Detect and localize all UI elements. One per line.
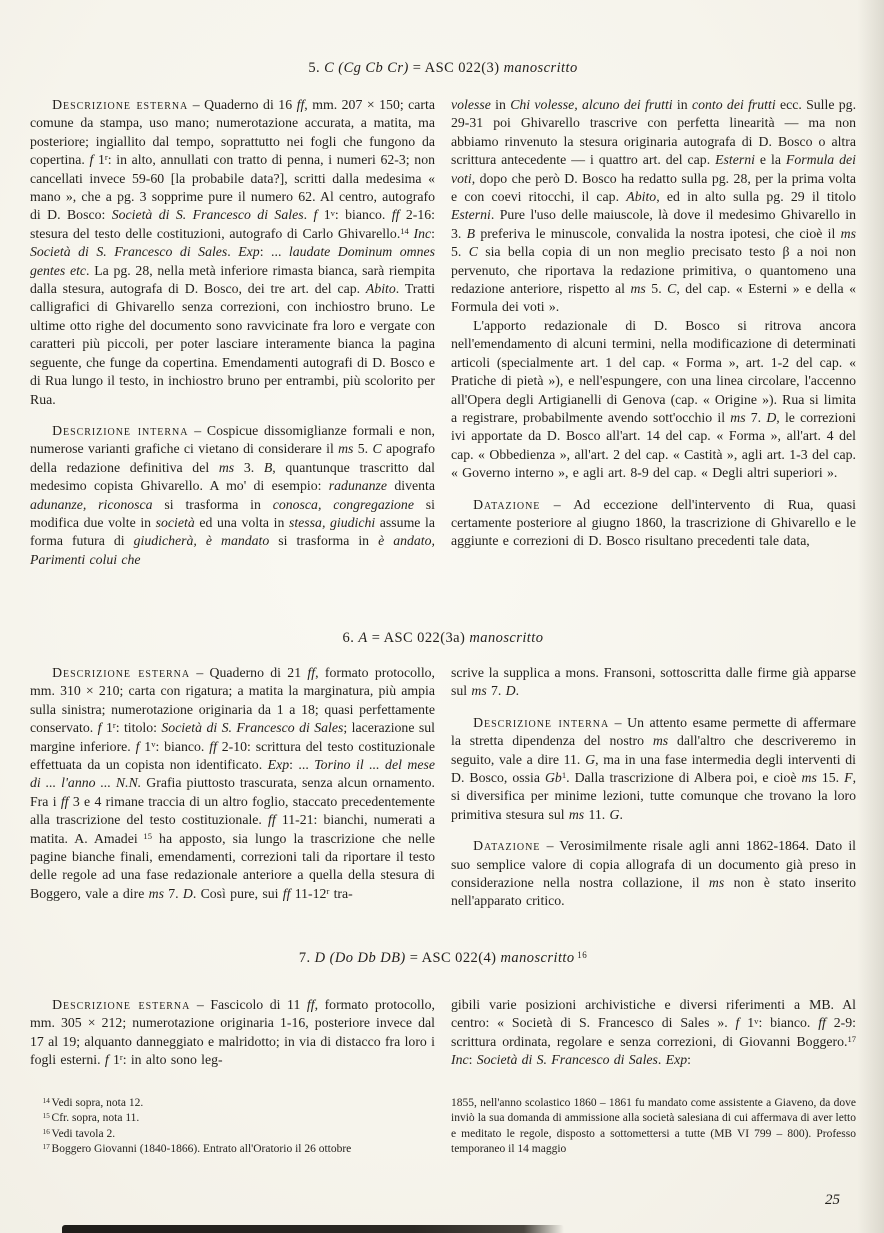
paragraph-descrizione-interna-5: Descrizione interna – Cospicue dissomiglianze formali e non, numerose varianti grafiche ci vietano di considerare il ms 5. C apografo della redazione definitiva del ms 3. B, quantunque trascritto dal medesimo copista Ghivarello. A mo' di esempio: radunanze diventa adunanze, riconosca si trasforma in conosca, congregazione si modifica due volte in società ed una volta in stessa, giudichi assume la forma futura di giudicherà, è mandato si trasforma in è andato, Parimenti colui che — [30, 422, 436, 567]
paragraph-continuation-6: scrive la supplica a mons. Fransoni, sottoscritta dalle firme già apparse sul ms 7. D. — [451, 665, 856, 699]
footnote-14: $^{14}$ Vedi sopra, nota 12. — [42, 1096, 144, 1109]
footnote-15: $^{15}$ Cfr. sopra, nota 11. — [42, 1112, 140, 1125]
section-6-heading: 6. A = ASC 022(3a) manoscritto — [342, 630, 544, 646]
footnotes-area — [30, 1096, 856, 1158]
section-5-body — [30, 96, 856, 569]
paragraph-datazione-6: Datazione – Verosimilmente risale agli anni 1862-1864. Dato il suo semplice valore di copia allografa di un documento già preso in considerazione nella nostra collazione, il ms non è stato inserito nell'apparato critico. — [451, 838, 856, 909]
section-7-left-column — [30, 996, 435, 1070]
section-7-heading: 7. D (Do Db DB) = ASC 022(4) manoscritto $^{16}$ — [298, 949, 588, 966]
section-5-heading: 5. C (Cg Cb Cr) = ASC 022(3) manoscritto — [308, 60, 578, 76]
footnote-17: $^{17}$ Boggero Giovanni (1840-1866). Entrato all'Oratorio il 26 ottobre — [42, 1143, 352, 1156]
page-number: 25 — [825, 1192, 840, 1208]
footnotes-left-column — [30, 1096, 435, 1158]
section-7-right-column — [451, 996, 856, 1070]
paragraph-continuation-7: gibili varie posizioni archivistiche e diversi riferimenti a MB. Al centro: « Società di S. Francesco di Sales ». f 1$^v$: bianco. ff 2-9: scrittura ordinata, regolare e senza correzioni, di Giovanni Boggero.$^{17}$ Inc: Società di S. Francesco di Sales. Exp: — [451, 997, 856, 1068]
paragraph-descrizione-esterna-6: Descrizione esterna – Quaderno di 21 ff, formato protocollo, mm. 310 × 210; carta con rigatura; a matita la marginatura, più ampia sulla sinistra; numerotazione originaria da 1 a 18; quasi perfettamente conservato. f 1$^r$: titolo: Società di S. Francesco di Sales; lacerazione sul margine inferiore. f 1$^v$: bianco. ff 2-10: scrittura del testo costituzionale effettuata da un copista non identificato. Exp: ... Torino il ... del mese di ... l'anno ... N.N. Grafia piuttosto trascurata, senza alcun ornamento. Fra i ff 3 e 4 rimane traccia di un altro foglio, staccato precedentemente alla trascrizione del testo costituzionale. ff 11-21: bianchi, numerati a matita. A. Amadei $^{15}$ ha apposto, sia lungo la trascrizione che nelle pagine bianche finali, emendamenti, correzioni tali da riportare il testo delle regole ad una fase redazionale anteriore a quella della stesura di Boggero, vale a dire ms 7. D. Così pure, sui ff 11-12$^r$ tra- — [30, 665, 436, 901]
paragraph-descrizione-esterna-7: Descrizione esterna – Fascicolo di 11 ff, formato protocollo, mm. 305 × 212; numerotazione originaria 1-16, posteriore invece dal 17 al 19; alquanto danneggiato e malridotto; in via di distacco fra loro i fogli esterni. f 1$^r$: in alto sono leg- — [30, 997, 435, 1068]
paragraph-continuation-5: volesse in Chi volesse, alcuno dei frutti in conto dei frutti ecc. Sulle pg. 29-31 poi Ghivarello trascrive con perfetta linearità — ma non abbiamo rinvenuto la stesura originaria autografa di D. Bosco o altra scrittura antecedente — i quattro art. del cap. Esterni e la Formula dei voti, dopo che però D. Bosco ha redatto sulla pg. 28, per la prima volta e con coevi ritocchi, il cap. Abito, ed in alto sulla pg. 29 il titolo Esterni. Pure l'uso delle maiuscole, là dove il medesimo Ghivarello in 3. B preferiva le minuscole, convalida la nostra ipotesi, che cioè il ms 5. C sia bella copia di un non meglio precisato testo β a noi non pervenuto, che riportava la redazione primitiva, o quantomeno una redazione anteriore, rispetto al ms 5. C, del cap. « Esterni » e della « Formula dei voti ». — [451, 97, 857, 315]
section-5-left-column — [30, 96, 435, 569]
paragraph-apporto-redazionale: L'apporto redazionale di D. Bosco si ritrova ancora nell'emendamento di alcuni termini, nella modificazione di determinati articoli (specialmente art. 1 del cap. « Forma », art. 1-2 del cap. « Pratiche di pietà »), e nell'espungere, con una linea circolare, l'accenno all'Opera degli Artigianelli di Genova (cap. « Origine »). Rua si limita a registrare, probabilmente avendo sott'occhio il ms 7. D, le correzioni ivi apportate da D. Bosco all'art. 14 del cap. « Forma », all'art. 4 del cap. « Obbedienza », all'art. 2 del cap. « Castità », agli art. 1-3 del cap. « Governo interno », e agli art. 8-9 del cap. « Degli altri superiori ». — [451, 317, 857, 481]
footnote-16: $^{16}$ Vedi tavola 2. — [42, 1127, 116, 1140]
paragraph-descrizione-interna-6: Descrizione interna – Un attento esame permette di affermare la stretta dipendenza del nostro ms dall'altro che descriveremo in seguito, vale a dire 11. G, ma in una fase intermedia degli interventi di D. Bosco, ossia Gb$^1$. Dalla trascrizione di Albera poi, e cioè ms 15. F, si diversifica per minime lezioni, tutte comunque che trovano la loro primitiva stesura sul ms 11. G. — [451, 714, 857, 822]
section-6-left-column — [30, 664, 435, 911]
paragraph-descrizione-esterna-5: Descrizione esterna – Quaderno di 16 ff, mm. 207 × 150; carta comune da stampa, uso mano; numerotazione accurata, a matita, ma posteriore; ingiallito dal tempo, soprattutto nei fogli che fungono da copertina. f 1$^r$: in alto, annullati con tratto di penna, i numeri 62-3; non cancellati invece 59-60 [la probabile data?], scritti dalla medesima « mano », che a pg. 3 sopprime pure il numero 62. Al centro, autografo di D. Bosco: Società di S. Francesco di Sales. f 1$^v$: bianco. ff 2-16: stesura del testo delle costituzioni, autografo di Carlo Ghivarello.$^{14}$ Inc: Società di S. Francesco di Sales. Exp: ... laudate Dominum omnes gentes etc. La pg. 28, nella metà inferiore rimasta bianca, sarà riempita dalla stesura, autografa di D. Bosco, dei tre art. del cap. Abito. Tratti calligrafici di Ghivarello senza correzioni, con inchiostro bruno. Le ultime otto righe del documento sono ravvicinate fra loro e vergate con caratteri più piccoli, per poter lasciare interamente bianca la pagina seguente, che funge da copertina. Emendamenti autografi di D. Bosco e di Rua lungo il testo, in inchiostro bruno per entrambi, più scolorito per Rua. — [30, 97, 436, 407]
section-6-body — [30, 664, 856, 911]
section-5-right-column — [451, 96, 856, 569]
footnotes-right-column — [451, 1096, 856, 1158]
paragraph-datazione-5: Datazione – Ad eccezione dell'intervento di Rua, quasi certamente posteriore al giugno 1860, la trascrizione di Ghivarello e le aggiunte e correzioni di D. Bosco risultano precedenti tale data, — [451, 496, 856, 549]
section-6-right-column — [451, 664, 856, 911]
section-7-body — [30, 996, 856, 1070]
footnote-17-continuation: 1855, nell'anno scolastico 1860 – 1861 fu mandato come assistente a Giaveno, da dove inviò la sua domanda di ammissione alla società salesiana di cui affermava di aver letto e meditato le regole, disposto a sottomettersi a tutte (MB VI 799 – 800). Professo temporaneo il 14 maggio — [451, 1097, 856, 1156]
scan-edge-artifact — [62, 1225, 564, 1233]
